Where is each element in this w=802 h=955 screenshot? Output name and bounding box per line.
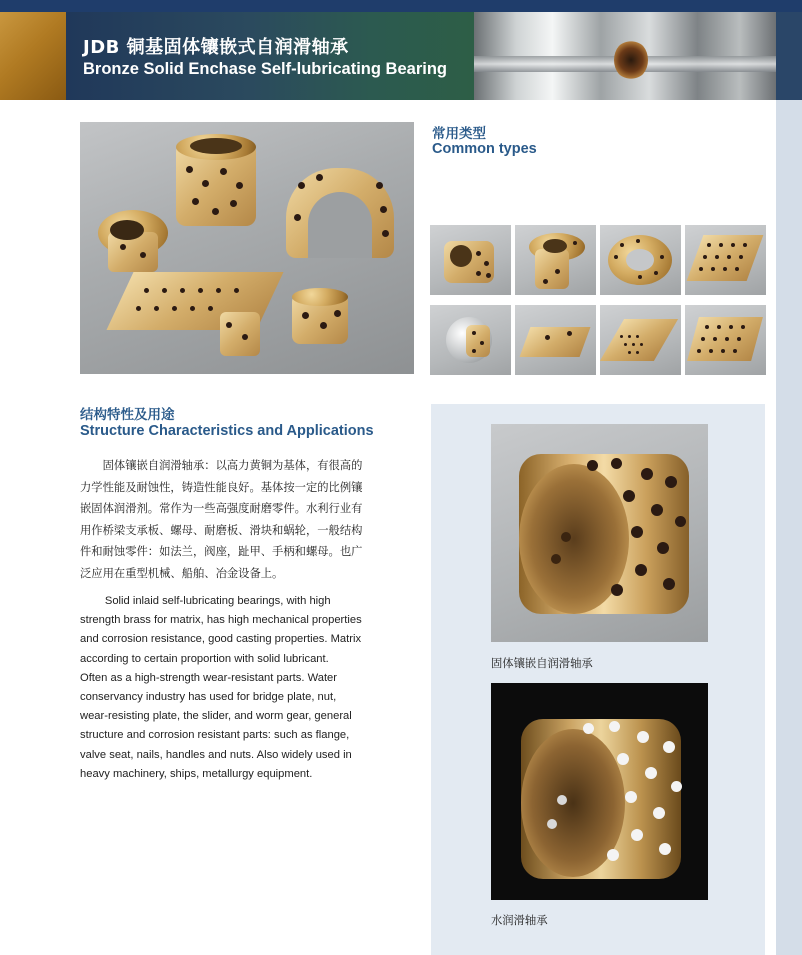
paragraph-en-line: according to certain proportion with solid lubricant.: [80, 652, 329, 665]
type-thumb-flanged-bushing: [515, 225, 596, 295]
type-thumb-spherical-bearing: [430, 305, 511, 375]
paragraph-en-line: Often as a high-strength wear-resistant parts. Water: [80, 671, 338, 684]
type-thumb-wear-plate: [685, 225, 766, 295]
paragraph-cn-line: 泛应用在重型机械、船舶、冶金设备上。: [80, 566, 284, 580]
type-thumb-slide-block: [515, 305, 596, 375]
paragraph-en-line: structure and corrosion resistant parts: such as flange,: [80, 729, 350, 742]
type-thumb-thrust-washer: [600, 225, 681, 295]
paragraph-cn-line: 用作桥梁支承板、螺母、耐磨板、滑块和蜗轮，一般结构: [80, 523, 363, 537]
paragraph-en-line: heavy machinery, ships, metallurgy equipment.: [80, 767, 313, 780]
header-title-cn: JDB 铜基固体镶嵌式自润滑轴承: [83, 37, 349, 58]
structure-title-cn: 结构特性及用途: [80, 407, 175, 423]
page-side-band: [776, 100, 802, 955]
common-types-title-en: Common types: [432, 141, 537, 157]
product-group-photo: [80, 122, 414, 374]
caption-water-lubricated-bearing: 水润滑轴承: [491, 914, 548, 927]
paragraph-en-line: wear-resisting plate, the slider, and worm gear, general: [80, 710, 352, 723]
paragraph-en-line: strength brass for matrix, has high mechanical properties: [80, 614, 362, 627]
common-types-title-cn: 常用类型: [432, 126, 486, 142]
header-gold-block: [0, 12, 66, 100]
paragraph-en-line: conservancy industry has used for bridge plate, nut,: [80, 691, 337, 704]
type-thumb-cylindrical-bushing: [430, 225, 511, 295]
caption-solid-lubricant-bearing: 固体镶嵌自润滑轴承: [491, 657, 593, 670]
structure-paragraph-cn: [80, 455, 396, 584]
header-top-strip: [0, 0, 802, 12]
paragraph-cn-line: 件和耐蚀零件：如法兰，阀座，趾甲、手柄和螺母。也广: [80, 545, 363, 558]
type-thumb-guide-plate: [600, 305, 681, 375]
paragraph-cn-line: 固体镶嵌自润滑轴承：以高力黄铜为基体，有很高的: [80, 459, 363, 472]
solid-lubricant-bearing-photo: [491, 424, 708, 642]
water-lubricated-bearing-photo: [491, 683, 708, 900]
type-thumb-slotted-plate: [685, 305, 766, 375]
paragraph-en-line: valve seat, nails, handles and nuts. Also widely used in: [80, 748, 352, 761]
header-bearing-photo: [474, 12, 776, 100]
structure-title-en: Structure Characteristics and Applications: [80, 423, 374, 439]
header-title-en: Bronze Solid Enchase Self-lubricating Bearing: [83, 60, 447, 78]
paragraph-cn-line: 力学性能及耐蚀性，铸造性能良好。基体按一定的比例镶: [80, 480, 363, 494]
structure-paragraph-en: [80, 592, 398, 784]
paragraph-en-line: and corrosion resistance, good casting properties. Matrix: [80, 633, 362, 646]
header-right-block: [776, 12, 802, 100]
paragraph-cn-line: 嵌固体润滑剂。常作为一些高强度耐磨零件。水利行业有: [80, 502, 363, 515]
paragraph-en-line: Solid inlaid self-lubricating bearings, with high: [80, 595, 331, 607]
